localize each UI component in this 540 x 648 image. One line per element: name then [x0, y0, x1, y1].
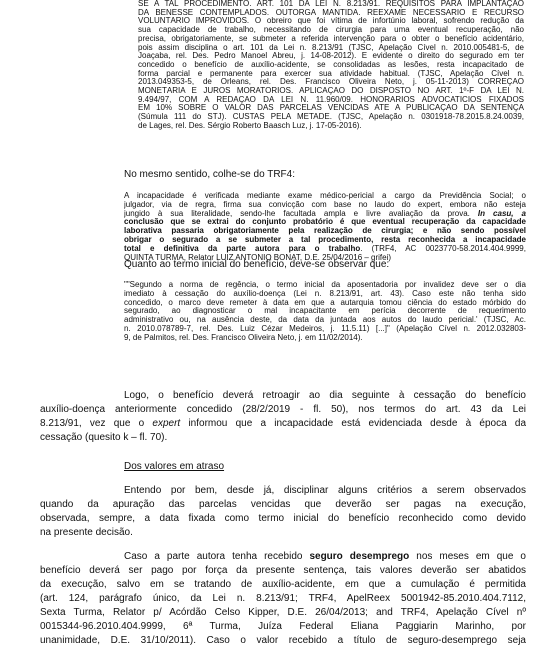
paragraph-text: informou que a incapacidade está evidenciada desde à época da [180, 418, 526, 429]
paragraph-text: 8.213/91, vez que o [40, 418, 153, 429]
quote-line: segurado, ao diagnosticar o mal incapacitante em perícia decorrente de requerimento [124, 307, 526, 316]
quote-line: DA BENESSE CONTEMPLADOS. OUTORGA MANTIDA. REEXAME NECESSÁRIO E RECURSO [138, 8, 524, 17]
paragraph-text: nos meses em que o [409, 551, 526, 562]
paragraph-line: 0015344-96.2010.404.9999, 6ª Turma, Juíza Federal Eliana Paggiarin Marinho, por [40, 621, 526, 632]
quote-trf4-block [124, 192, 526, 262]
quote-line: precisa, obrigatoriamente, se submeter a referida intervenção para o obter o benefício acidentário, [138, 34, 524, 43]
quote-line-bold: laborativa passaria obrigatoriamente pela realização de cirurgia; e não sendo possível [124, 227, 526, 236]
quote-text: jungido à sua literalidade, sendo-lhe facultada ampla e livre avaliação da prova. [124, 209, 478, 218]
quote-line: forma parcial e permanente para exercer sua atividade habitual. (TJSC, Apelação Cível n. [138, 69, 524, 78]
paragraph-line: quando da apuração das parcelas vencidas que deverão ser pagas na execução, [40, 499, 526, 510]
quote-emphasis: total e definitiva da parte autora para o trabalho [124, 244, 361, 253]
quote-line: n. 2010.078789-7, rel. Des. Luiz Cézar Medeiros, j. 11.5.11) [...]" (Apelação Cível n. 2012.032803- [124, 324, 526, 333]
intro-termo-paragraph: Quanto ao termo inicial do benefício, deve-se observar que: [124, 259, 390, 270]
quote-line [124, 245, 526, 254]
quote-line: QUINTA TURMA, Relator LUIZ ANTONIO BONAT, D.E. 25/04/2016 – grifei) [124, 253, 392, 262]
quote-text: . (TRF4, AC 0023770-58.2014.404.9999, [360, 244, 526, 253]
quote-line-bold: obrigar o segurado a se submeter a tal procedimento, resta reconhecida a incapacidade [124, 235, 526, 244]
quote-line: (Súmula 111 do STJ). CUSTAS PELA METADE. (TJSC, Apelação n. 0301918-78.2015.8.24.0039, [138, 113, 524, 122]
intro-trf4-paragraph: No mesmo sentido, colhe-se do TRF4: [124, 169, 296, 180]
quote-line: pois assim disciplina o art. 101 da Lei n. 8.213/91 (TJSC, Apelação Cível n. 2010.005481-5, de [138, 43, 524, 52]
paragraph-line [124, 550, 526, 564]
quote-line: SE A TAL PROCEDIMENTO. ART. 101 DA LEI N. 8.213/91. REQUISITOS PARA IMPLANTAÇÃO [138, 0, 524, 8]
paragraph-logo-rest [40, 403, 526, 445]
quote-line: 2013.049353-5, de Orleans, rel. Des. Francisco Oliveira Neto, j. 05-11-2013) CORREÇÃO [138, 78, 524, 87]
quote-line: Joaçaba, rel. Des. Pedro Manoel Abreu, j. 14-08-2012). É evidente o direito do segurado em ter [138, 52, 524, 61]
quote-line: A incapacidade é verificada mediante exame médico-pericial a cargo da Previdência Social; o [124, 192, 526, 200]
paragraph-entendo-rest [40, 498, 526, 540]
paragraph-line: benefício deverá ser pago por força da presente sentença, tais valores deverão ser abatidos [40, 565, 526, 576]
seguro-desemprego-term: seguro desemprego [309, 551, 410, 562]
quote-line: 9, de Palmitos, rel. Des. Francisco Oliveira Neto, j. em 11/02/2014). [124, 333, 363, 342]
section-heading-valores: Dos valores em atraso [124, 461, 225, 472]
quote-line: MONETÁRIA E JUROS MORATÓRIOS. APLICAÇÃO DO DISPOSTO NO ART. 1º-F DA LEI N. [138, 87, 524, 96]
quote-line [124, 210, 526, 219]
quote-line: de Lages, rel. Des. Sérgio Roberto Baasch Luz, j. 17-05-2016). [138, 121, 362, 130]
quote-line: imediato à cessação do auxílio-doença (Lei n. 8.213/91, art. 43). Caso este não tenha sido [124, 289, 526, 298]
quote-line: concedido, o marco deve remeter à data em que a autarquia tomou ciência do estado mórbido do [124, 298, 526, 307]
paragraph-line: na presente decisão. [40, 527, 133, 538]
paragraph-line: Entendo por bem, desde já, disciplinar alguns critérios a serem observados [124, 485, 526, 496]
paragraph-line: observada, sempre, a data fixada como termo inicial do benefício reconhecido como devido [40, 513, 526, 524]
paragraph-caso-rest [40, 564, 526, 648]
quote-line: ""Segundo a norma de regência, o termo inicial da aposentadoria por invalidez deve ser o dia [124, 281, 526, 289]
paragraph-text: Caso a parte autora tenha recebido [124, 551, 310, 562]
paragraph-line: Logo, o benefício deverá retroagir ao dia seguinte à cessação do benefício [124, 390, 526, 401]
paragraph-caso [124, 550, 526, 564]
paragraph-line: da execução, salvo em se tratando de auxílio-acidente, em que a cumulação é permitida [40, 579, 526, 590]
paragraph-line [40, 417, 526, 431]
quote-top-block [138, 0, 524, 131]
paragraph-line: Sexta Turma, Relator p/ Acórdão Celso Kipper, D.E. 26/04/2013; and TRF4, Apelação Cível nº [40, 607, 526, 618]
paragraph-line: auxílio-doença anteriormente concedido (28/2/2019 - fl. 50), nos termos do art. 43 da Lei [40, 404, 526, 415]
quote-emphasis: In casu, a [477, 209, 526, 218]
quote-line: julgador, via de regra, firma sua convicção com base no laudo do expert, embora não esteja [124, 200, 526, 209]
quote-termo-block [124, 281, 526, 343]
paragraph-logo [124, 389, 526, 403]
expert-term: expert [152, 418, 181, 429]
quote-line: concedido o benefício de auxílio-acidente, se consolidadas as lesões, resta incapacitado de [138, 60, 524, 69]
paragraph-line: (art. 124, parágrafo único, da Lei n. 8.213/91; TRF4, ApelReex 5001942-85.2010.404.7112, [40, 593, 526, 604]
paragraph-line: unanimidade, D.E. 31/10/2011). Caso o valor recebido a título de seguro-desemprego seja [40, 635, 526, 646]
quote-line-bold: conclusão que se extrai do conjunto probatório é que eventual recuperação da capacidade [124, 218, 526, 227]
paragraph-entendo [124, 484, 526, 498]
paragraph-line: cessação (quesito k – fl. 70). [40, 432, 168, 443]
quote-line: EM 10% SOBRE O VALOR DAS PARCELAS VENCIDAS ATÉ A PUBLICAÇÃO DA SENTENÇA [138, 104, 524, 113]
quote-line: VOLUNTÁRIO IMPROVIDOS. O obreiro que foi vítima de infortúnio laboral, sofrendo redução da [138, 17, 524, 26]
quote-line: sua capacidade de trabalho, necessitando de cirurgia para uma eventual recuperação, não [138, 26, 524, 35]
quote-line: 9.494/97, COM A REDAÇÃO DA LEI N. 11.960/09. HONORÁRIOS ADVOCATÍCIOS FIXADOS [138, 95, 524, 104]
quote-line: administrativo ou, na ausência deste, da data da juntada aos autos do laudo pericial.' (TJSC, Ac. [124, 316, 526, 325]
